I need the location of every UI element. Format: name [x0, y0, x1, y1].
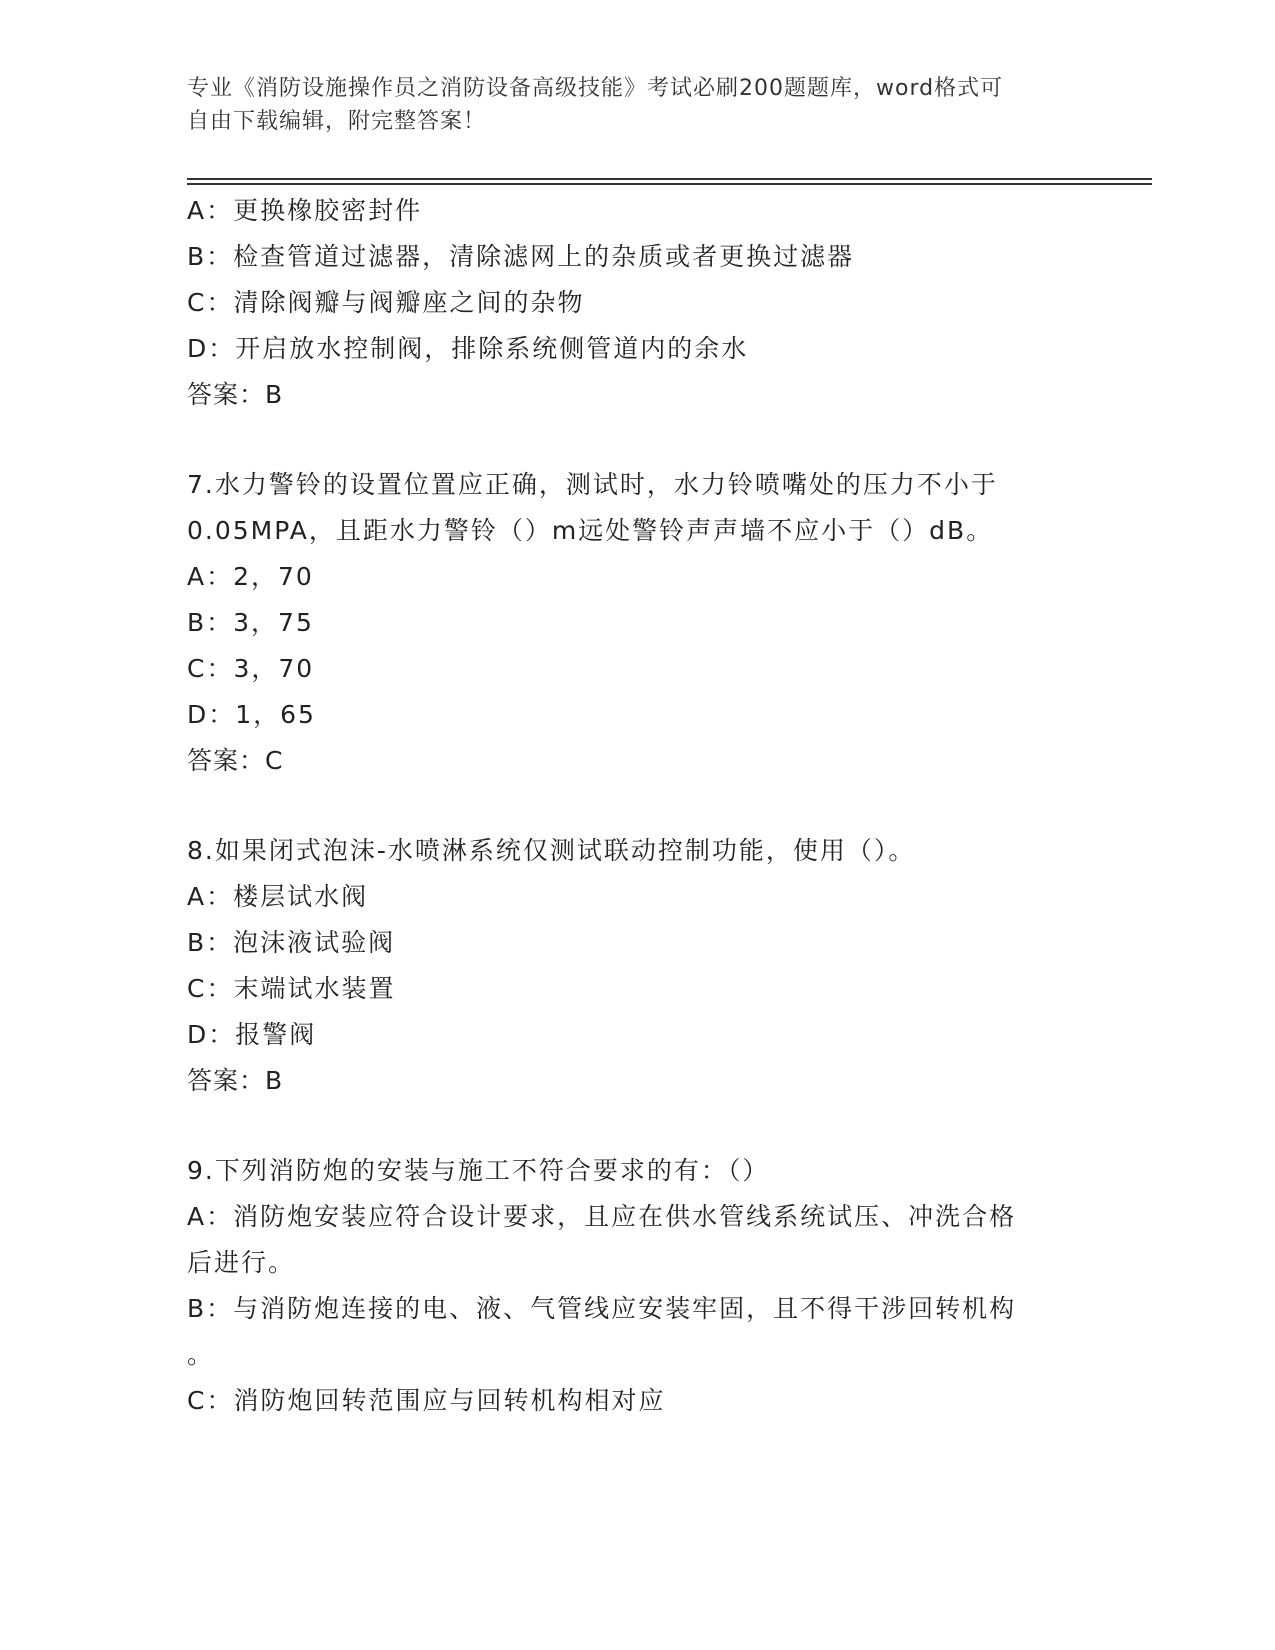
option-c: C：清除阀瓣与阀瓣座之间的杂物 [187, 288, 585, 317]
option-d: D：开启放水控制阀，排除系统侧管道内的余水 [187, 334, 749, 363]
question-stem: 9.下列消防炮的安装与施工不符合要求的有：（） [187, 1156, 770, 1185]
option-b: B：泡沫液试验阀 [187, 928, 396, 957]
option-b: B：与消防炮连接的电、液、气管线应安装牢固，且不得干涉回转机构 [187, 1294, 1017, 1323]
option-c: C：3，70 [187, 654, 315, 683]
option-a-continued: 后进行。 [187, 1248, 296, 1277]
option-b: B：检查管道过滤器，清除滤网上的杂质或者更换过滤器 [187, 242, 855, 271]
question-stem: 7.水力警铃的设置位置应正确，测试时，水力铃喷嘴处的压力不小于 [187, 470, 998, 499]
question-7 [187, 462, 1087, 784]
option-a: A：消防炮安装应符合设计要求，且应在供水管线系统试压、冲洗合格 [187, 1202, 1017, 1231]
option-a: A：更换橡胶密封件 [187, 196, 423, 225]
option-d: D：1，65 [187, 700, 316, 729]
question-content [187, 188, 1087, 1424]
question-9 [187, 1148, 1087, 1424]
option-d: D：报警阀 [187, 1020, 317, 1049]
option-a: A：2，70 [187, 562, 314, 591]
header-line-1: 专业《消防设施操作员之消防设备高级技能》考试必刷200题题库，word格式可 [187, 76, 1004, 101]
answer-label: 答案：B [187, 380, 284, 409]
header-line-2: 自由下载编辑，附完整答案！ [187, 109, 487, 134]
answer-label: 答案：B [187, 1066, 284, 1095]
question-spacer [187, 784, 1087, 828]
option-b-continued: 。 [187, 1340, 215, 1369]
header-divider-top [187, 178, 1152, 180]
question-spacer [187, 1104, 1087, 1148]
question-stem-continued: 0.05MPA，且距水力警铃（）m远处警铃声声墙不应小于（）dB。 [187, 516, 994, 545]
document-header [187, 72, 1087, 138]
previous-question [187, 188, 1087, 418]
question-8 [187, 828, 1087, 1104]
header-divider-bottom [187, 183, 1152, 185]
question-stem: 8.如果闭式泡沫-水喷淋系统仅测试联动控制功能，使用（）。 [187, 836, 916, 865]
option-c: C：消防炮回转范围应与回转机构相对应 [187, 1386, 666, 1415]
option-b: B：3，75 [187, 608, 314, 637]
option-a: A：楼层试水阀 [187, 882, 369, 911]
option-c: C：末端试水装置 [187, 974, 396, 1003]
question-spacer [187, 418, 1087, 462]
answer-label: 答案：C [187, 746, 284, 775]
